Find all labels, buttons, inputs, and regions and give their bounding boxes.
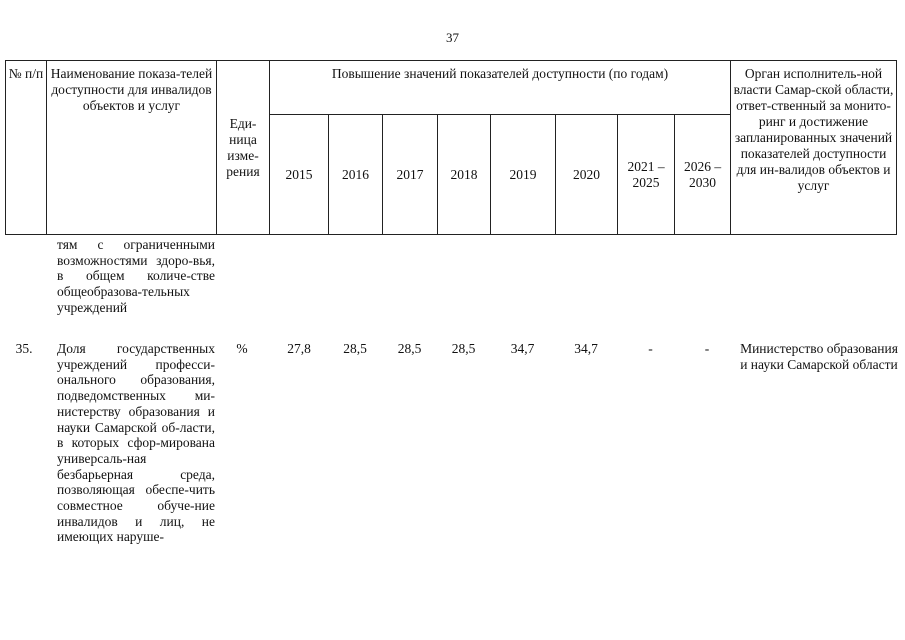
row-number: 35.	[15, 341, 33, 356]
value-2018: 28,5	[451, 341, 476, 356]
header-year: 2015	[270, 115, 329, 235]
unit-value: %	[236, 341, 248, 356]
indicator-name: Доля государственных учреждений професси-онального образования, подведомственных ми-нистерству образования и науки Самарской об-ласти, в которых сфор-мирована универсаль-ная безбарьерная среда, позволяющая обеспе-чить совместное обуче-ние инвалидов и лиц, не имеющих наруше-	[57, 341, 215, 545]
header-year: 2018	[438, 115, 491, 235]
value-2015: 27,8	[287, 341, 311, 356]
value-2026-2030: -	[704, 341, 710, 356]
table-header	[5, 60, 897, 235]
value-2016: 28,5	[343, 341, 367, 356]
header-num: № п/п	[6, 61, 47, 235]
responsible-authority: Министерство образования и науки Самарской области	[740, 341, 898, 372]
table-body	[0, 235, 905, 640]
value-2020: 34,7	[574, 341, 598, 356]
header-responsible-authority: Орган исполнитель-ной власти Самар-ской области, ответ-ственный за монито-ринг и достижение запланированных значений показателей доступности для ин-валидов объектов и услуг	[731, 61, 897, 235]
page-number: 37	[446, 30, 459, 45]
value-2017: 28,5	[397, 341, 422, 356]
header-year: 2021 – 2025	[618, 115, 675, 235]
continuation-indicator-text: тям с ограниченными возможностями здоро-вья, в общем количе-стве общеобразова-тельных учреждений	[57, 237, 215, 315]
value-2021-2025: -	[648, 341, 653, 356]
header-indicator-name: Наименование показа-телей доступности для инвалидов объектов и услуг	[47, 61, 217, 235]
header-year: 2016	[329, 115, 383, 235]
header-unit: Еди-ница изме-рения	[217, 61, 270, 235]
value-2019: 34,7	[510, 341, 535, 356]
header-year: 2020	[556, 115, 618, 235]
header-years-group: Повышение значений показателей доступности (по годам)	[270, 61, 731, 115]
header-year: 2017	[383, 115, 438, 235]
header-year: 2026 – 2030	[675, 115, 731, 235]
header-year: 2019	[491, 115, 556, 235]
